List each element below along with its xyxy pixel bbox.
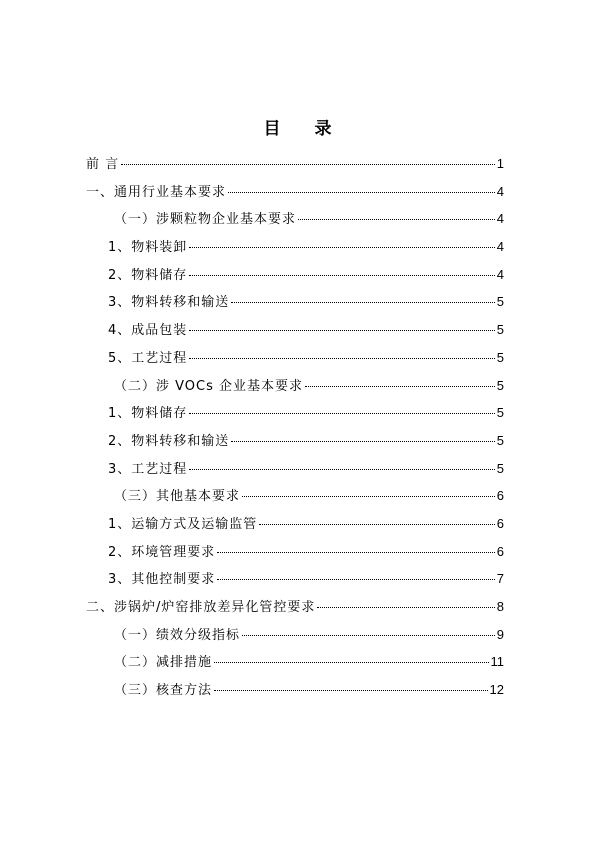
toc-entry-label: 2、物料储存 — [108, 267, 188, 283]
toc-entry-page: 5 — [496, 405, 504, 421]
toc-dot-leader — [189, 247, 494, 248]
toc-entry-label: 4、成品包装 — [108, 323, 188, 339]
toc-dot-leader — [298, 219, 495, 220]
toc-entry-label: （三）核查方法 — [114, 683, 213, 699]
toc-entry-page: 5 — [496, 460, 504, 476]
toc-entry[interactable] — [86, 648, 504, 676]
toc-entry[interactable] — [86, 621, 504, 649]
toc-entry-label: 2、物料转移和输送 — [108, 433, 230, 449]
toc-entry-page: 5 — [496, 294, 504, 310]
toc-entry-label: 二、涉锅炉/炉窑排放差异化管控要求 — [86, 600, 316, 615]
toc-dot-leader — [189, 275, 494, 276]
toc-dot-leader — [242, 496, 495, 497]
toc-dot-leader — [231, 441, 494, 442]
toc-entry[interactable] — [86, 344, 504, 372]
toc-entry[interactable] — [86, 372, 504, 400]
toc-dot-leader — [121, 164, 495, 165]
toc-list — [86, 150, 504, 704]
toc-dot-leader — [217, 579, 494, 580]
toc-entry-page: 7 — [496, 571, 504, 587]
toc-entry[interactable] — [86, 288, 504, 316]
toc-entry-page: 5 — [496, 432, 504, 448]
toc-entry-page: 6 — [496, 543, 504, 559]
toc-entry-page: 9 — [496, 626, 504, 642]
toc-entry[interactable] — [86, 455, 504, 483]
toc-title: 目 录 — [263, 119, 346, 139]
toc-entry-page: 5 — [496, 322, 504, 338]
toc-entry-label: 1、运输方式及运输监管 — [108, 516, 258, 532]
toc-entry-page: 1 — [496, 156, 504, 171]
toc-entry-page: 5 — [496, 349, 504, 365]
toc-entry[interactable] — [86, 233, 504, 261]
toc-dot-leader — [189, 358, 494, 359]
toc-entry-page: 11 — [490, 654, 504, 670]
toc-entry-page: 6 — [496, 515, 504, 531]
toc-dot-leader — [231, 302, 494, 303]
toc-entry-label: 3、物料转移和输送 — [108, 295, 230, 311]
toc-entry-label: 3、工艺过程 — [108, 461, 188, 477]
toc-dot-leader — [259, 524, 494, 525]
toc-dot-leader — [189, 330, 494, 331]
toc-dot-leader — [242, 635, 495, 636]
toc-dot-leader — [305, 386, 495, 387]
toc-entry-label: （二）涉 VOCs 企业基本要求 — [114, 378, 304, 394]
toc-entry-page: 5 — [496, 377, 504, 393]
toc-entry-page: 4 — [496, 239, 504, 255]
toc-entry-page: 6 — [496, 488, 504, 504]
toc-entry-label: （一）绩效分级指标 — [114, 627, 241, 643]
toc-entry-label: 5、工艺过程 — [108, 350, 188, 366]
toc-entry[interactable] — [86, 150, 504, 178]
toc-dot-leader — [217, 552, 494, 553]
toc-entry-label: （二）减排措施 — [114, 655, 213, 671]
toc-dot-leader — [189, 469, 494, 470]
toc-entry-label: 1、物料装卸 — [108, 240, 188, 256]
toc-entry[interactable] — [86, 427, 504, 455]
toc-entry-label: 前 言 — [86, 157, 120, 172]
toc-entry[interactable] — [86, 261, 504, 289]
toc-entry-label: （一）涉颗粒物企业基本要求 — [114, 212, 297, 228]
toc-entry-page: 4 — [496, 211, 504, 227]
toc-entry[interactable] — [86, 565, 504, 593]
toc-entry-page: 4 — [496, 183, 504, 199]
toc-entry-page: 4 — [496, 266, 504, 282]
toc-dot-leader — [228, 192, 495, 193]
toc-entry-page: 8 — [496, 599, 504, 614]
toc-entry-label: 3、其他控制要求 — [108, 572, 216, 588]
toc-entry-label: 2、环境管理要求 — [108, 544, 216, 560]
toc-entry[interactable] — [86, 510, 504, 538]
toc-entry[interactable] — [86, 482, 504, 510]
toc-entry[interactable] — [86, 676, 504, 704]
toc-dot-leader — [214, 662, 488, 663]
toc-entry[interactable] — [86, 593, 504, 621]
toc-entry-label: 1、物料储存 — [108, 406, 188, 422]
toc-entry-label: 一、通用行业基本要求 — [86, 184, 227, 200]
toc-dot-leader — [189, 413, 494, 414]
toc-entry[interactable] — [86, 399, 504, 427]
toc-entry-page: 12 — [489, 682, 504, 698]
toc-entry[interactable] — [86, 205, 504, 233]
toc-dot-leader — [214, 690, 488, 691]
toc-entry[interactable] — [86, 178, 504, 206]
toc-dot-leader — [317, 607, 494, 608]
toc-entry-label: （三）其他基本要求 — [114, 489, 241, 505]
toc-entry[interactable] — [86, 316, 504, 344]
toc-entry[interactable] — [86, 538, 504, 566]
